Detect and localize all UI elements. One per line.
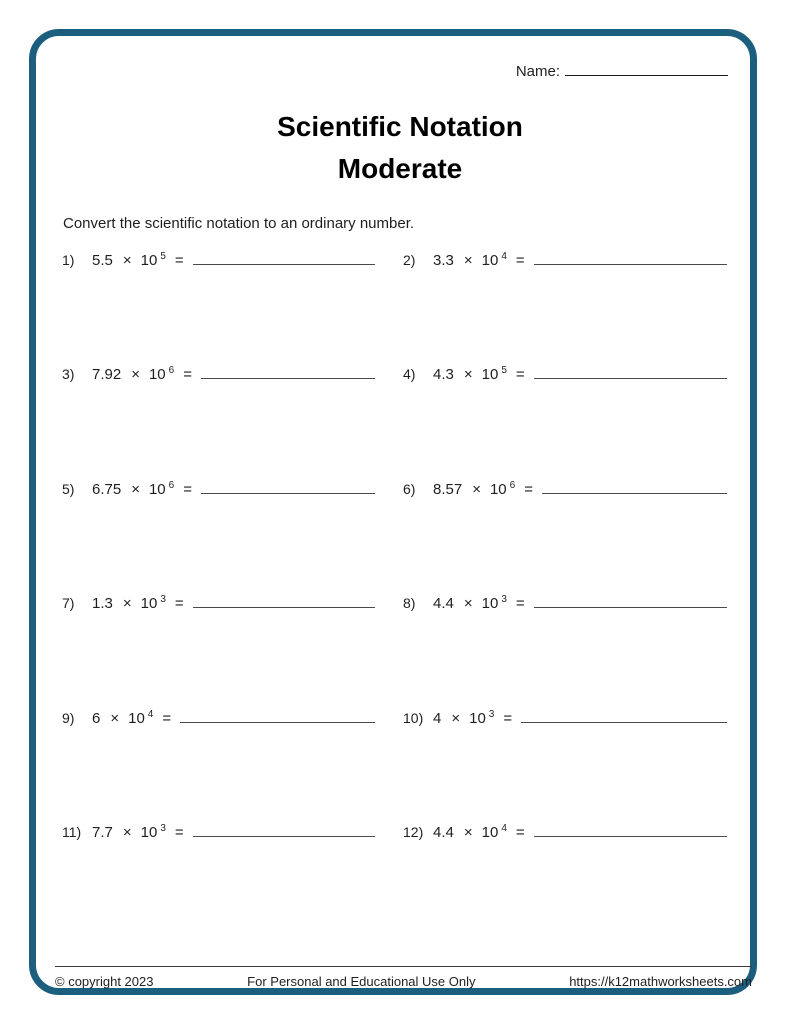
equals-sign: = bbox=[515, 824, 525, 841]
answer-blank[interactable] bbox=[180, 704, 375, 723]
problem-exponent: 5 bbox=[501, 365, 507, 376]
problem-exponent: 4 bbox=[501, 251, 507, 262]
answer-blank[interactable] bbox=[193, 246, 375, 265]
problem-row bbox=[62, 246, 375, 275]
multiply-sign: × bbox=[131, 366, 140, 383]
problem-row bbox=[62, 704, 375, 733]
problem-exponent: 3 bbox=[160, 823, 166, 834]
problem-coefficient: 5.5 bbox=[92, 252, 113, 269]
equals-sign: = bbox=[503, 710, 513, 727]
problem-coefficient: 6.75 bbox=[92, 481, 122, 498]
multiply-sign: × bbox=[122, 824, 132, 841]
problem-base: 10 bbox=[148, 481, 166, 498]
title-line-2: Moderate bbox=[337, 153, 463, 184]
multiply-sign: × bbox=[463, 366, 473, 383]
problem-row bbox=[62, 589, 375, 618]
problem-coefficient: 8.57 bbox=[433, 481, 463, 498]
problem-base: 10 bbox=[481, 366, 499, 383]
equals-sign: = bbox=[515, 366, 525, 383]
footer-divider bbox=[55, 966, 752, 967]
answer-blank[interactable] bbox=[534, 360, 727, 379]
problem-exponent: 3 bbox=[501, 594, 507, 605]
problem-row bbox=[403, 246, 727, 275]
answer-blank[interactable] bbox=[534, 818, 727, 837]
equals-sign: = bbox=[183, 481, 192, 498]
problem-exponent: 6 bbox=[509, 480, 516, 491]
problem-coefficient: 3.3 bbox=[433, 252, 454, 269]
equals-sign: = bbox=[174, 252, 184, 269]
answer-blank[interactable] bbox=[193, 589, 375, 608]
problem-coefficient: 4 bbox=[433, 710, 442, 727]
problem-number: 10) bbox=[403, 710, 424, 726]
equals-sign: = bbox=[162, 710, 172, 727]
name-label: Name: bbox=[515, 63, 560, 80]
problem-number: 2) bbox=[403, 252, 416, 268]
problem-number: 1) bbox=[62, 252, 75, 268]
problem-coefficient: 4.4 bbox=[433, 595, 454, 612]
problem-base: 10 bbox=[128, 710, 145, 727]
problem-row bbox=[62, 360, 375, 389]
answer-blank[interactable] bbox=[201, 360, 375, 379]
problem-number: 8) bbox=[403, 595, 416, 611]
problem-row bbox=[403, 360, 727, 389]
problem-number: 6) bbox=[403, 481, 416, 497]
multiply-sign: × bbox=[472, 481, 481, 498]
problem-number: 7) bbox=[62, 595, 75, 611]
answer-blank[interactable] bbox=[201, 475, 375, 494]
problem-exponent: 4 bbox=[147, 709, 154, 720]
multiply-sign: × bbox=[110, 710, 120, 727]
equals-sign: = bbox=[524, 481, 533, 498]
problem-base: 10 bbox=[148, 366, 166, 383]
problem-base: 10 bbox=[469, 710, 486, 727]
equals-sign: = bbox=[515, 252, 525, 269]
multiply-sign: × bbox=[463, 595, 473, 612]
problem-number: 11) bbox=[62, 824, 82, 840]
instruction-text: Convert the scientific notation to an ordinary number. bbox=[63, 215, 415, 232]
problem-exponent: 6 bbox=[168, 365, 175, 376]
answer-blank[interactable] bbox=[534, 246, 727, 265]
problem-coefficient: 7.92 bbox=[92, 366, 122, 383]
problem-row bbox=[403, 589, 727, 618]
problem-coefficient: 1.3 bbox=[92, 595, 113, 612]
problem-exponent: 3 bbox=[160, 594, 166, 605]
multiply-sign: × bbox=[463, 252, 473, 269]
problem-coefficient: 4.4 bbox=[433, 824, 454, 841]
problem-base: 10 bbox=[481, 252, 499, 269]
problem-row bbox=[62, 475, 375, 504]
problem-base: 10 bbox=[140, 252, 158, 269]
equals-sign: = bbox=[174, 824, 184, 841]
answer-blank[interactable] bbox=[521, 704, 727, 723]
problem-row bbox=[403, 704, 727, 733]
equals-sign: = bbox=[515, 595, 525, 612]
problem-number: 12) bbox=[403, 824, 424, 840]
multiply-sign: × bbox=[122, 595, 132, 612]
answer-blank[interactable] bbox=[534, 589, 727, 608]
problem-row bbox=[403, 475, 727, 504]
answer-blank[interactable] bbox=[542, 475, 727, 494]
problem-base: 10 bbox=[140, 595, 158, 612]
multiply-sign: × bbox=[122, 252, 132, 269]
footer-copyright: © copyright 2023 bbox=[55, 974, 154, 989]
multiply-sign: × bbox=[463, 824, 473, 841]
problem-number: 9) bbox=[62, 710, 75, 726]
multiply-sign: × bbox=[131, 481, 140, 498]
equals-sign: = bbox=[183, 366, 192, 383]
problem-row bbox=[62, 818, 375, 847]
problem-row bbox=[403, 818, 727, 847]
footer bbox=[55, 974, 752, 989]
multiply-sign: × bbox=[451, 710, 461, 727]
problem-exponent: 5 bbox=[160, 251, 166, 262]
problem-base: 10 bbox=[140, 824, 158, 841]
problem-base: 10 bbox=[481, 824, 499, 841]
problem-number: 5) bbox=[62, 481, 75, 497]
problem-number: 4) bbox=[403, 366, 416, 382]
footer-url-link[interactable]: https://k12mathworksheets.com bbox=[569, 974, 752, 989]
problem-base: 10 bbox=[481, 595, 499, 612]
problem-coefficient: 6 bbox=[92, 710, 101, 727]
answer-blank[interactable] bbox=[193, 818, 375, 837]
footer-usage: For Personal and Educational Use Only bbox=[247, 974, 476, 989]
problem-exponent: 4 bbox=[501, 823, 507, 834]
equals-sign: = bbox=[174, 595, 184, 612]
title-line-1: Scientific Notation bbox=[277, 111, 523, 142]
problem-coefficient: 4.3 bbox=[433, 366, 454, 383]
problem-number: 3) bbox=[62, 366, 75, 382]
problem-coefficient: 7.7 bbox=[92, 824, 113, 841]
problem-base: 10 bbox=[489, 481, 507, 498]
problem-exponent: 3 bbox=[488, 709, 495, 720]
problem-exponent: 6 bbox=[168, 480, 175, 491]
